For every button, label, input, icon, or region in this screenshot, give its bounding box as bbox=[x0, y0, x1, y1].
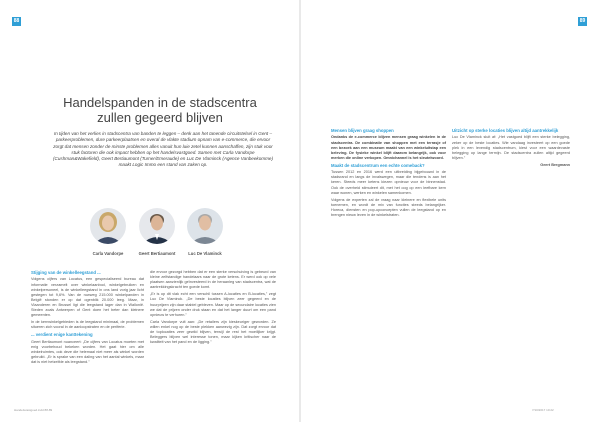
paragraph: Carla Vandorpe vult aan: „De retailers zijn kieskeuriger geworden. Ze willen enkel nog op de beste plekken aanwezig zijn. Dat zorgt ervoor dat de toplocaties zeer gewild blijven, terwijl de rest het moeilijker krijgt. Beleggers blijven wel interesse tonen, maar kijken kritischer naar de kwaliteit van het pand en de ligging." bbox=[150, 319, 276, 345]
paragraph: In de kernwinkelgebieden is de leegstand minimaal, de problemen situeren zich vooral in de aanloopstraten en de periferie. bbox=[31, 320, 144, 330]
paragraph: „Er is op dit vlak echt een verschil tussen A-locaties en B-locaties," zegt Luc De Vlaminck. „De beste locaties blijven zeer gegeerd en de huurprijzen zijn daar stabiel gebleven. Maar op de secundaire locaties zien we dat de prijzen onder druk staan en dat het langer duurt om een pand opnieuw te verhuren." bbox=[150, 292, 276, 317]
right-column-1 bbox=[331, 128, 446, 220]
section-heading-3: Mensen blijven graag shoppen bbox=[331, 128, 394, 133]
caption-carla: Carla Vandorpe bbox=[92, 251, 124, 256]
page-fold bbox=[299, 0, 301, 422]
title-line-2: zullen gegeerd blijven bbox=[97, 110, 223, 125]
footer-right: 7/10/2017 10:22 bbox=[532, 408, 554, 412]
page-number-left: 88 bbox=[13, 18, 20, 24]
paragraph: Geert Bertiaumont nuanceert: „De cijfers van Locatus moeten met enig voorbehoud bekeken worden. Het gaat hier om alle winkelruimtes, ook deze die helemaal niet meer als winkel worden gebruikt. „Er is sprake van een daling van het aantal winkels, maar dat is niet hetzelfde als leegstand." bbox=[31, 339, 144, 365]
portrait-carla bbox=[90, 208, 126, 244]
section-heading-1: Stijging van de winkelleegstand ... bbox=[31, 270, 101, 275]
paragraph: Volgens cijfers van Locatus, een gespecialiseerd bureau dat informatie verzamelt over winkelaanbod, winkelgebruiken en winkelpersoneel, is de winkelleegstand in ons land vorig jaar licht gestegen tot 9,6%. Van de ruwweg 215.000 winkelpanden in België stonden er op dat ogenblik 20.000 leeg. Maar, in Vlaanderen en Brussel ligt die leegstand lager dan in Wallonië. Steden zoals Antwerpen of Gent doen het beter dan kleinere gemeenten. bbox=[31, 277, 144, 318]
footer-left: Handelsvastgoed.indd 88-89 bbox=[14, 408, 53, 412]
left-column-1 bbox=[31, 270, 144, 367]
caption-luc: Luc De Vlaminck bbox=[188, 251, 222, 256]
paragraph: Tussen 2012 en 2016 werd een uitbreiding bijgebouwd in de stadsrand en langs de invalswegen, maar die tendens is aan het keren. Steeds meer ketens kiezen opnieuw voor de binnenstad. Ook de overheid stimuleert dit, met het oog op een leefbare kern waar wonen, werken en winkelen samenkomen. bbox=[331, 170, 446, 195]
author-signature: Geert Bregmann bbox=[540, 162, 570, 167]
section-heading-5: Uitzicht op sterke locaties blijven altijd aantrekkelijk bbox=[452, 128, 559, 133]
caption-geert: Geert Bertiaumont bbox=[138, 251, 176, 256]
page-number-right: 89 bbox=[579, 18, 586, 24]
article-intro: In tijden van het verlies in stadscentra van banden te leggen – denk aan het tanende circuitstelsel in Gent – parkeerproblemen, dure parkeerplaatsen en overal de vlakte stadium opnam van e-commerce, die ervoor zorgt dat mensen zonder de minste problemen alles vanuit hun luie zetel kunnen aanschaffen, zijn stuk voor stuk factoren die ook impact hebben op het handelsvastgoed. Samen met Carla Vandorpe (Cushman&Wakefield), Geert Bertiaumont (Turner/Emeraude) en Luc De Vlaminck (Agence Vanbeekomme) maakt Logic Immo een stand van zaken op. bbox=[53, 131, 273, 168]
section-heading-2: ... verdient enige kanttekening bbox=[31, 332, 93, 338]
right-column-2 bbox=[452, 128, 570, 170]
paragraph: Ondanks de e-commerce blijven mensen graag winkelen in de stadscentra. De combinatie van shoppen met een terrasje of een bezoek aan een museum maakt van een winkeluitstap een beleving. De fysieke winkel blijft daarom belangrijk, ook voor merken die online verkopen. Omnichannel is het sleutelwoord. bbox=[331, 135, 446, 160]
left-column-2 bbox=[150, 270, 276, 347]
portrait-geert bbox=[139, 208, 175, 244]
paragraph: Volgens de experten zal de vraag naar kleinere en flexibele units toenemen, en wordt de mix van functies steeds belangrijker. Horeca, diensten en pop-upconcepten vullen de leegstand op en brengen nieuw leven in de winkelstraten. bbox=[331, 197, 446, 218]
title-line-1: Handelspanden in de stadscentra bbox=[63, 95, 257, 110]
paragraph: die ervoor gezorgd hebben dat er een sterke verschuiving is gebeurd van kleine zelfstandige handelaars naar de grote ketens. Er werd ook op vele plaatsen aanzienlijk geïnvesteerd in de heraanleg van stadscentra, wat de aantrekkingskracht ten goede komt. bbox=[150, 270, 276, 290]
portrait-luc bbox=[187, 208, 223, 244]
section-heading-4: Maakt de stadscentrum een echte comeback? bbox=[331, 162, 425, 168]
article-title bbox=[40, 95, 280, 125]
paragraph: Luc De Vlaminck sluit af: „Het vastgoed blijft een sterke belegging, zeker op de beste locaties. Wie vandaag investeert op een goede plek in een levendig stadscentrum, kiest voor een waardevaste belegging op lange termijn. De stadscentra zullen altijd gegeerd blijven." bbox=[452, 135, 570, 160]
